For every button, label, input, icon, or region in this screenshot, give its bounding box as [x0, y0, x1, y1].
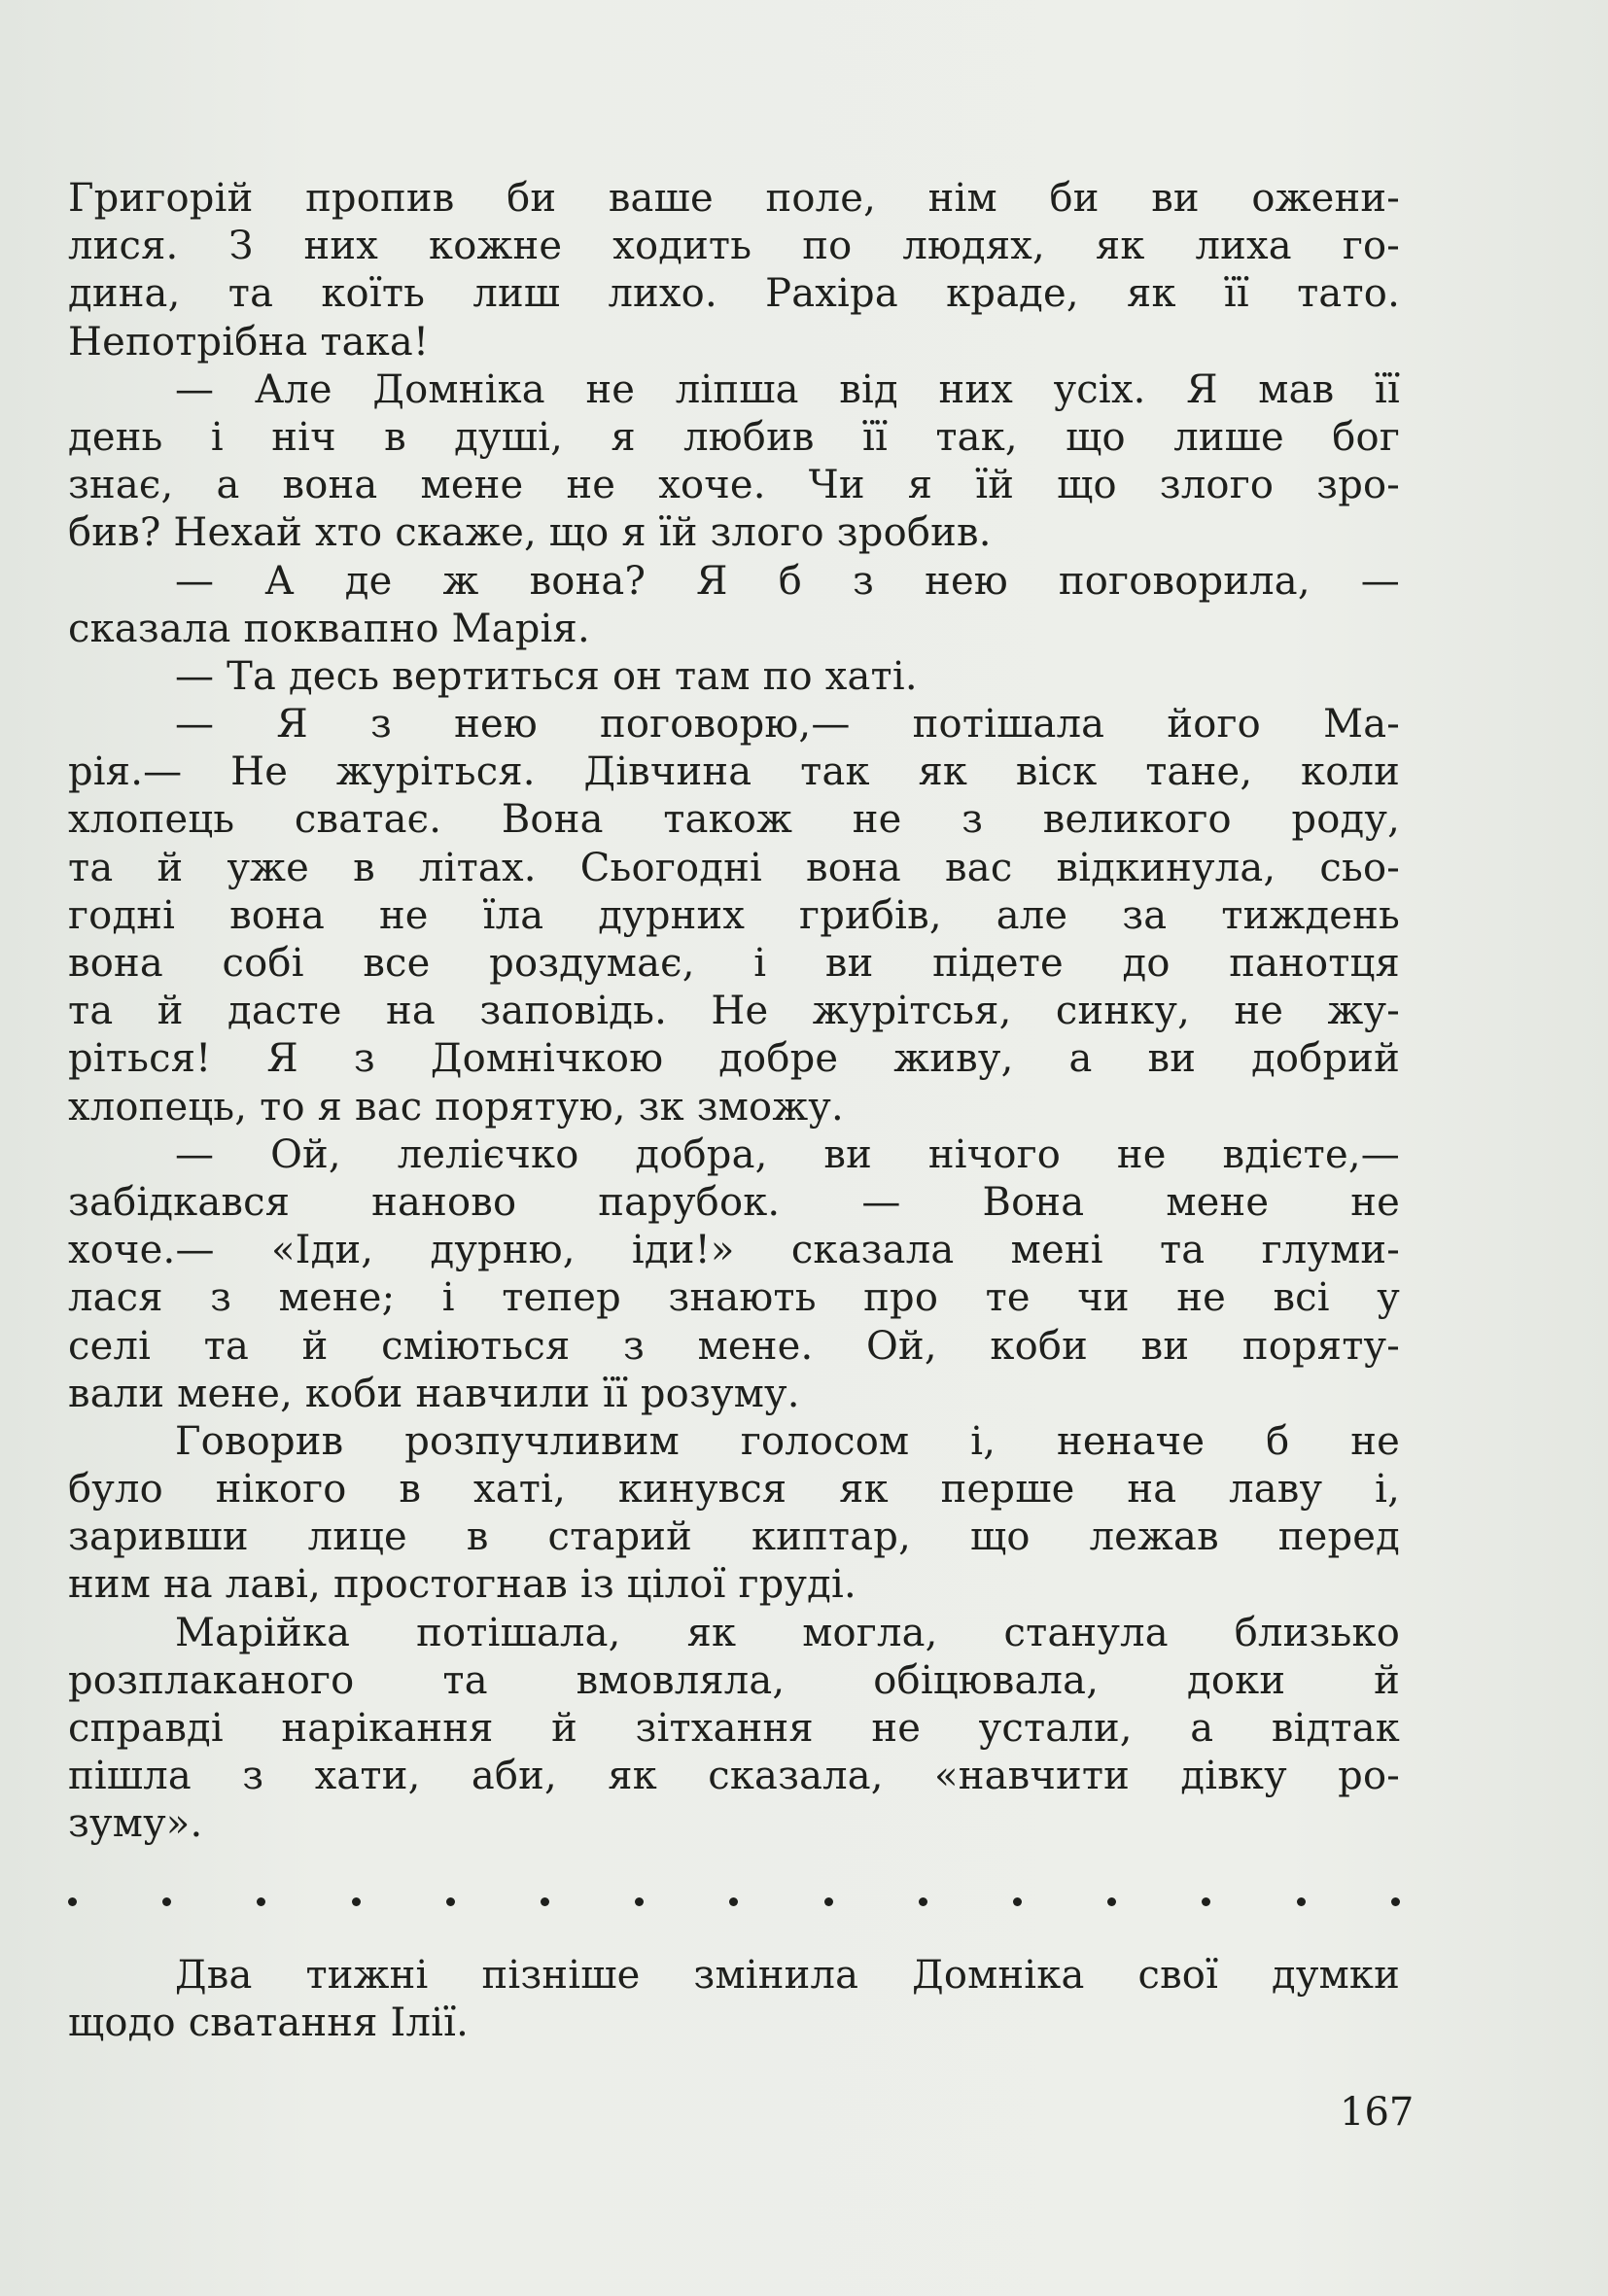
text-line: селі та й сміються з мене. Ой, коби ви поряту- [68, 1323, 1400, 1369]
section-break-dot [635, 1897, 644, 1906]
text-line: день і ніч в душі, я любив її так, що лише бог [68, 414, 1400, 460]
text-line: ріться! Я з Домнічкою добре живу, а ви добрий [68, 1036, 1400, 1082]
section-break-dot [257, 1897, 265, 1906]
text-line: — Я з нею поговорю,— потішала його Ма- [175, 702, 1400, 748]
body-text-continuation [68, 1952, 1400, 2047]
page-number: 167 [1340, 2090, 1415, 2135]
text-line: бив? Нехай хто скаже, що я їй злого зробив. [68, 510, 992, 556]
section-break-dot [446, 1897, 455, 1906]
text-line: заривши лице в старий киптар, що лежав перед [68, 1514, 1400, 1560]
text-line: та й дасте на заповідь. Не журітсья, синку, не жу- [68, 989, 1400, 1034]
text-line: Марійка потішала, як могла, станула близько [175, 1610, 1400, 1655]
text-line: знає, а вона мене не хоче. Чи я їй що злого зро- [68, 463, 1400, 508]
text-line: щодо сватання Ілії. [68, 2000, 470, 2046]
section-break-dot [729, 1897, 738, 1906]
text-line: хлопець, то я вас порятую, зк зможу. [68, 1084, 844, 1130]
text-line: Два тижні пізніше змінила Домніка свої думки [175, 1953, 1400, 1998]
text-line: Непотрібна така! [68, 319, 430, 365]
text-line: розплаканого та вмовляла, обіцювала, доки й [68, 1657, 1400, 1703]
section-break-dot [1202, 1897, 1210, 1906]
text-line: — А де ж вона? Я б з нею поговорила, — [175, 558, 1400, 604]
text-line: — Але Домніка не ліпша від них усіх. Я мав її [175, 366, 1400, 412]
text-line: справді нарікання й зітхання не устали, а відтак [68, 1706, 1400, 1751]
text-line: вали мене, коби навчили її розуму. [68, 1371, 800, 1416]
section-break-dot [162, 1897, 171, 1906]
section-break-dot [1297, 1897, 1306, 1906]
text-line: годні вона не їла дурних грибів, але за тиждень [68, 892, 1400, 938]
section-break-dots [68, 1897, 1400, 1906]
text-line: пішла з хати, аби, як сказала, «навчити дівку ро- [68, 1754, 1400, 1799]
section-break-dot [352, 1897, 361, 1906]
section-break-dot [919, 1897, 927, 1906]
text-line: — Ой, лелієчко добра, ви нічого не вдієте,— [175, 1131, 1400, 1177]
section-break-dot [68, 1897, 77, 1906]
text-line: сказала поквапно Марія. [68, 606, 590, 651]
text-line: вона собі все роздумає, і ви підете до панотця [68, 941, 1400, 986]
text-line: лися. З них кожне ходить по людях, як лиха го- [68, 224, 1400, 269]
section-break-dot [1391, 1897, 1400, 1906]
body-text [68, 175, 1400, 1849]
section-break-dot [1107, 1897, 1116, 1906]
section-break-dot [1013, 1897, 1022, 1906]
text-line: ним на лаві, простогнав із цілої груді. [68, 1562, 856, 1608]
text-line: та й уже в літах. Сьогодні вона вас відкинула, сьо- [68, 845, 1400, 890]
text-line: забідкався наново парубок. — Вона мене не [68, 1179, 1400, 1225]
text-line: рія.— Не журіться. Дівчина так як віск тане, коли [68, 749, 1400, 795]
text-line: хоче.— «Іди, дурню, іди!» сказала мені та глуми- [68, 1228, 1400, 1273]
text-line: — Та десь вертиться он там по хаті. [175, 653, 918, 699]
text-line: хлопець сватає. Вона також не з великого роду, [68, 797, 1400, 843]
section-break-dot [541, 1897, 549, 1906]
text-line: лася з мене; і тепер знають про те чи не всі у [68, 1275, 1400, 1321]
text-line: зуму». [68, 1801, 203, 1847]
section-break-dot [824, 1897, 833, 1906]
text-line: було нікого в хаті, кинувся як перше на лаву і, [68, 1467, 1400, 1513]
text-line: Говорив розпучливим голосом і, неначе б не [175, 1418, 1400, 1464]
text-line: дина, та коїть лиш лихо. Рахіра краде, як її тато. [68, 271, 1400, 317]
text-line: Григорій пропив би ваше поле, нім би ви ожени- [68, 176, 1400, 221]
